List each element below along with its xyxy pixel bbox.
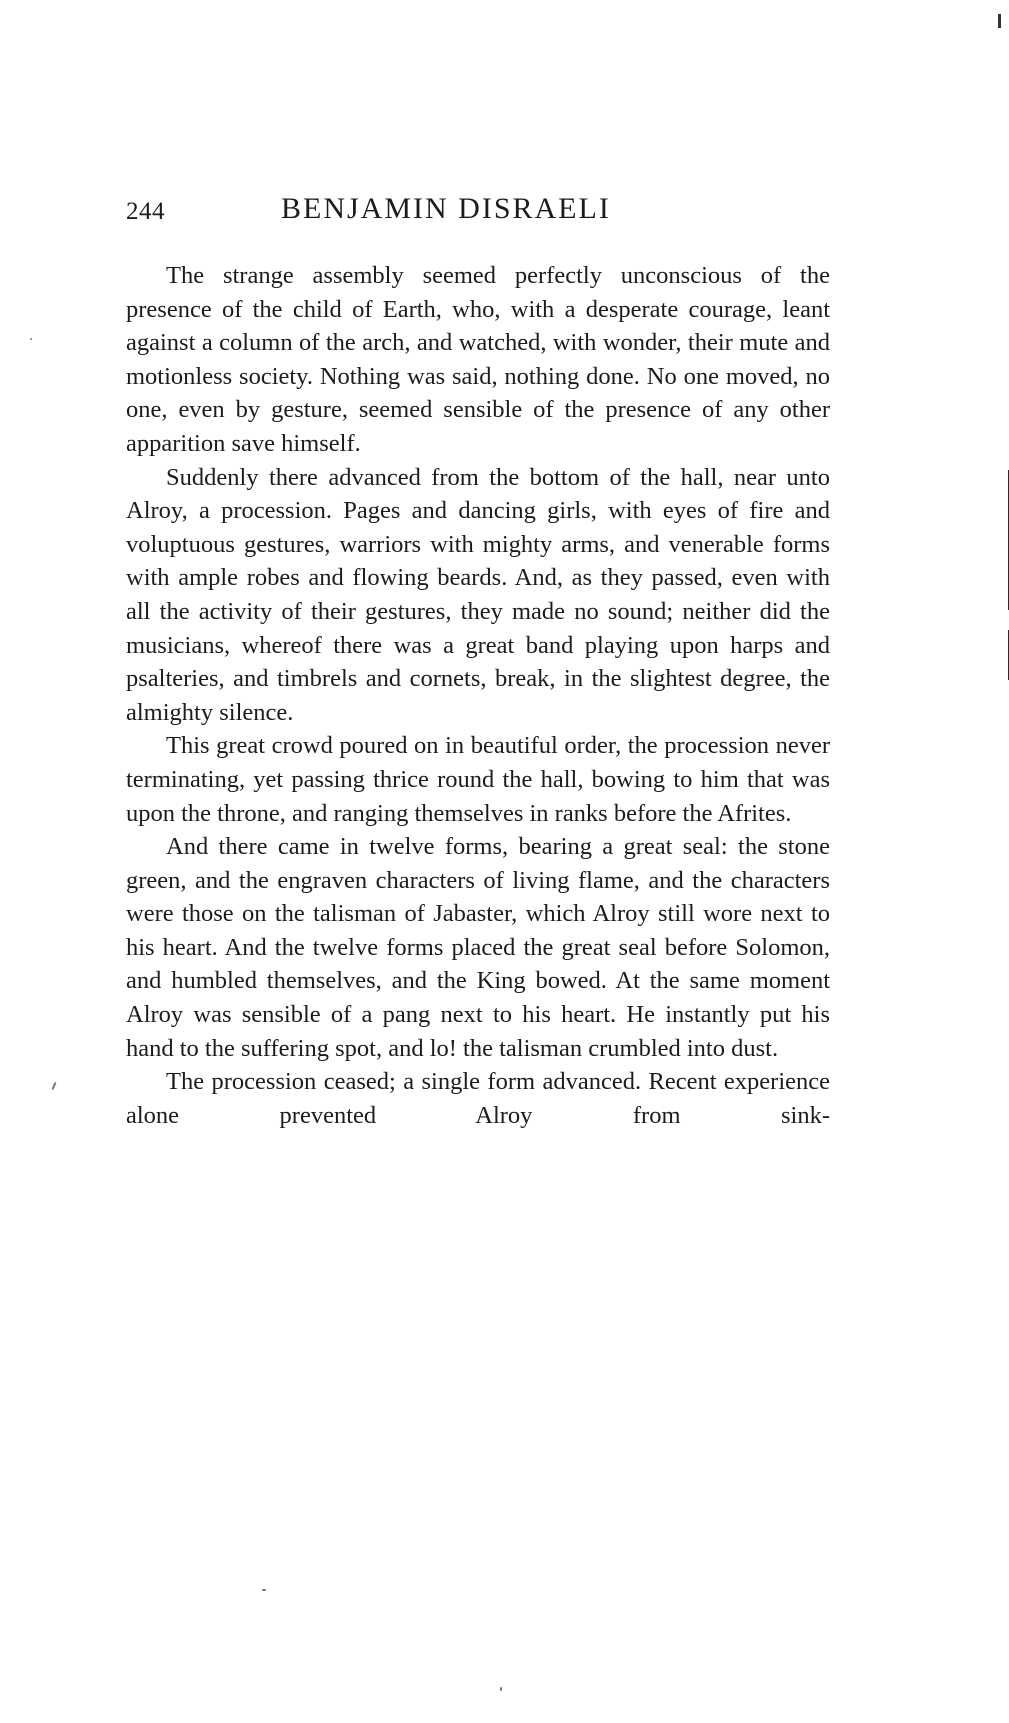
paragraph: And there came in twelve forms, bearing a great seal: the stone green, and the engraven characters of living flame, and the characters were those on the talisman of Jabaster, which Alroy still wore next to his heart. And the twelve forms placed the great seal before Solomon, and humbled themselves, and the King bowed. At the same moment Alroy was sensible of a pang next to his heart. He instantly put his hand to the suffering spot, and lo! the talisman crumbled into dust. [126,833,830,1062]
page-header [126,192,826,232]
scan-speck [30,338,32,340]
paragraph: The strange assembly seemed perfectly unconscious of the presence of the child of Earth, who, with a desperate courage, leant against a column of the arch, and watched, with wonder, their mute and motionless society. Nothing was said, nothing done. No one moved, no one, even by gesture, seemed sensible of the presence of any other apparition save himself. [126,262,830,457]
scan-speck [262,1589,266,1591]
paragraph: The procession ceased; a single form advanced. Recent experience alone prevented Alroy from sink- [126,1068,830,1129]
body-text [126,259,830,1132]
scan-speck [51,1082,56,1090]
paragraph: Suddenly there advanced from the bottom of the hall, near unto Alroy, a procession. Pages and dancing girls, with eyes of fire and voluptuous gestures, warriors with mighty arms, and venerable forms with ample robes and flowing beards. And, as they passed, even with all the activity of their gestures, they made no sound; neither did the musicians, whereof there was a great band playing upon harps and psalteries, and timbrels and cornets, break, in the slightest degree, the almighty silence. [126,463,830,726]
scan-corner-mark [998,14,1001,28]
scan-speck [500,1687,502,1691]
running-title: BENJAMIN DISRAELI [281,192,611,225]
page-number: 244 [126,198,165,225]
paragraph: This great crowd poured on in beautiful order, the procession never terminating, yet passing thrice round the hall, bowing to him that was upon the throne, and ranging themselves in ranks before the Afrites. [126,732,830,827]
